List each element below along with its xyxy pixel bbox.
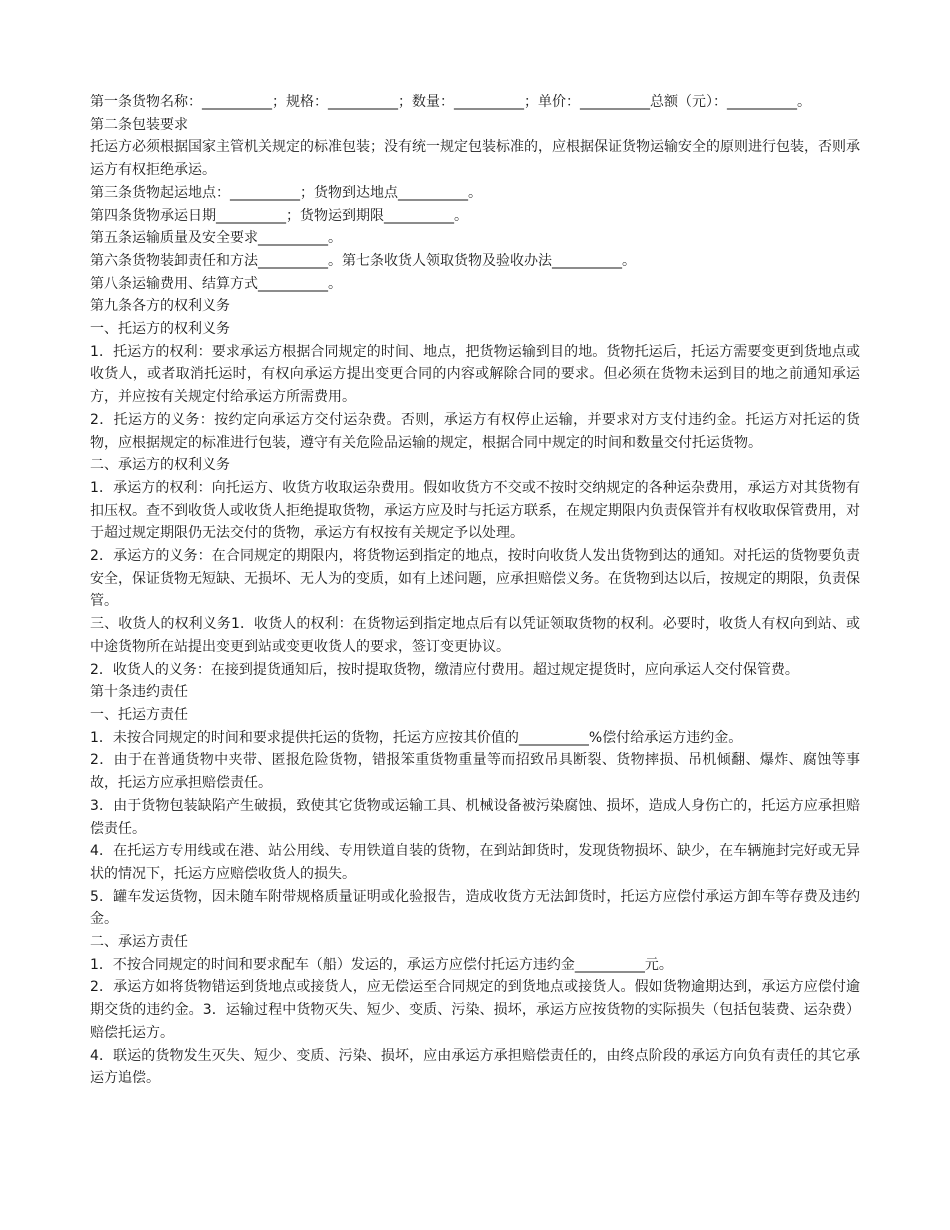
shipper-liability-5: 5．罐车发运货物，因未随车附带规格质量证明或化验报告，造成收货方无法卸货时，托运方应偿付承运方卸车等存费及违约金。	[90, 888, 860, 928]
section-carrier-liability-heading: 二、承运方责任	[90, 934, 188, 951]
carrier-liability-4: 4．联运的货物发生灭失、短少、变质、污染、损坏，应由承运方承担赔偿责任的，由终点阶段的承运方向负有责任的其它承运方追偿。	[90, 1047, 860, 1087]
shipper-liability-2: 2．由于在普通货物中夹带、匿报危险货物，错报笨重货物重量等而招致吊具断裂、货物摔损、吊机倾翻、爆炸、腐蚀等事故，托运方应承担赔偿责任。	[90, 752, 860, 792]
carrier-rights: 1．承运方的权利：向托运方、收货方收取运杂费用。假如收货方不交或不按时交纳规定的各种运杂费用，承运方对其货物有扣压权。查不到收货人或收货人拒绝提取货物，承运方应及时与托运方联系，在规定期限内负责保管并有权收取保管费用，对于超过规定期限仍无法交付的货物，承运方有权按有关规定予以处理。	[90, 479, 860, 542]
shipper-liability-3: 3．由于货物包装缺陷产生破损，致使其它货物或运输工具、机械设备被污染腐蚀、损坏，造成人身伤亡的，托运方应承担赔偿责任。	[90, 797, 860, 837]
article-3-locations: 第三条货物起运地点：__________；货物到达地点__________。	[90, 184, 482, 201]
shipper-rights: 1．托运方的权利：要求承运方根据合同规定的时间、地点，把货物运输到目的地。货物托运后，托运方需要变更到货地点或收货人，或者取消托运时，有权向承运方提出变更合同的内容或解除合同的要求。但必须在货物未运到目的地之前通知承运方，并应按有关规定付给承运方所需费用。	[90, 343, 860, 406]
carrier-liability-2-3: 2．承运方如将货物错运到货地点或接货人，应无偿运至合同规定的到货地点或接货人。假如货物逾期达到，承运方应偿付逾期交货的违约金。3．运输过程中货物灭失、短少、变质、污染、损坏，承运方应按货物的实际损失（包括包装费、运杂费）赔偿托运方。	[90, 979, 860, 1041]
article-1-goods-info: 第一条货物名称：__________；规格：__________；数量：__________；单价：__________总额（元）：__________。	[90, 94, 811, 110]
contract-document	[90, 91, 860, 1090]
section-shipper-liability-heading: 一、托运方责任	[90, 706, 188, 723]
article-4-dates: 第四条货物承运日期__________；货物运到期限__________。	[90, 207, 468, 224]
carrier-liability-1: 1．不按合同规定的时间和要求配车（船）发运的，承运方应偿付托运方违约金__________元。	[90, 956, 673, 973]
section-shipper-rights-heading: 一、托运方的权利义务	[90, 321, 230, 338]
consignee-duties: 2．收货人的义务：在接到提货通知后，按时提取货物，缴清应付费用。超过规定提货时，应向承运人交付保管费。	[90, 661, 799, 678]
shipper-liability-1: 1．未按合同规定的时间和要求提供托运的货物，托运方应按其价值的__________%偿付给承运方违约金。	[90, 729, 743, 746]
article-6-7-handling: 第六条货物装卸责任和方法__________。第七条收货人领取货物及验收办法__________。	[90, 252, 636, 269]
article-9-heading: 第九条各方的权利义务	[90, 298, 230, 315]
article-2-packaging: 托运方必须根据国家主管机关规定的标准包装；没有统一规定包装标准的，应根据保证货物运输安全的原则进行包装，否则承运方有权拒绝承运。	[90, 139, 860, 179]
carrier-duties: 2．承运方的义务：在合同规定的期限内，将货物运到指定的地点，按时向收货人发出货物到达的通知。对托运的货物要负责安全，保证货物无短缺、无损坏、无人为的变质，如有上述问题，应承担赔偿义务。在货物到达以后，按规定的期限，负责保管。	[90, 548, 860, 610]
article-10-heading: 第十条违约责任	[90, 684, 188, 701]
article-2-heading: 第二条包装要求	[90, 116, 188, 133]
section-carrier-rights-heading: 二、承运方的权利义务	[90, 457, 230, 474]
article-8-fees: 第八条运输费用、结算方式__________。	[90, 275, 342, 292]
shipper-duties: 2．托运方的义务：按约定向承运方交付运杂费。否则，承运方有权停止运输，并要求对方支付违约金。托运方对托运的货物，应根据规定的标准进行包装，遵守有关危险品运输的规定，根据合同中规定的时间和数量交付托运货物。	[90, 411, 860, 451]
consignee-rights: 三、收货人的权利义务1．收货人的权利：在货物运到指定地点后有以凭证领取货物的权利。必要时，收货人有权向到站、或中途货物所在站提出变更到站或变更收货人的要求，签订变更协议。	[90, 616, 860, 655]
shipper-liability-4: 4．在托运方专用线或在港、站公用线、专用铁道自装的货物，在到站卸货时，发现货物损坏、缺少，在车辆施封完好或无异状的情况下，托运方应赔偿收货人的损失。	[90, 843, 860, 882]
article-5-quality: 第五条运输质量及安全要求__________。	[90, 230, 342, 247]
